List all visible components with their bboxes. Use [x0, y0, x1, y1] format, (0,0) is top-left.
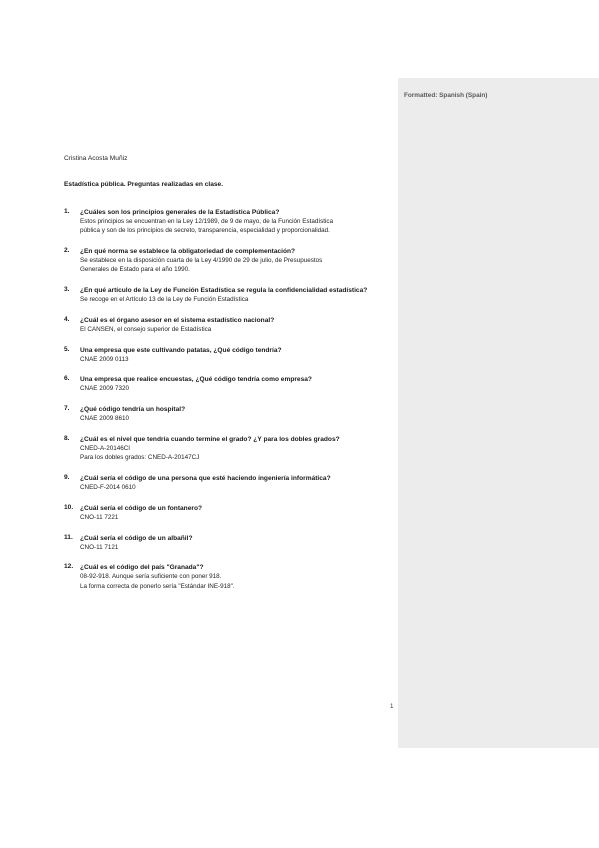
question-text: ¿Cuál es el código del país "Granada"?	[80, 564, 204, 572]
answer-line: CNAE 2009 7320	[80, 385, 130, 393]
question-item	[64, 405, 394, 423]
question-item	[64, 563, 394, 590]
answer-line: pública y son de los principios de secreto, transparencia, especialidad y proporcionalidad.	[80, 227, 330, 235]
answer-line: CNED-A-20146CI	[80, 444, 131, 452]
question-text: Una empresa que realice encuestas, ¿Qué código tendría como empresa?	[80, 376, 312, 384]
question-item	[64, 435, 394, 462]
question-number: 1.	[64, 208, 70, 215]
answer-line: Generales de Estado para el año 1990.	[80, 266, 190, 274]
question-text: Una empresa que este cultivando patatas, ¿Qué código tendría?	[80, 346, 282, 354]
question-number: 11.	[64, 533, 73, 541]
answer-line: Se establece en la disposición cuarta de la Ley 4/1990 de 29 de julio, de Presupuestos	[80, 257, 323, 264]
question-number: 5.	[64, 345, 70, 353]
comment-pane-header: Formatted: Spanish (Spain)	[404, 92, 488, 99]
answer-line: Se recoge en el Artículo 13 de la Ley de Función Estadística	[80, 296, 249, 303]
answer-line: La forma correcta de ponerlo sería "Estándar INE-918".	[80, 582, 235, 590]
answer-line: Para los dobles grados: CNED-A-20147CJ	[80, 454, 200, 462]
question-text: ¿En qué artículo de la Ley de Función Estadística se regula la confidencialidad estadística?	[80, 287, 368, 294]
comment-pane	[398, 78, 599, 748]
question-text: ¿Cuáles son los principios generales de la Estadística Pública?	[80, 209, 280, 216]
question-item	[64, 504, 394, 522]
question-text: ¿En qué norma se establece la obligatoriedad de complementación?	[80, 248, 296, 255]
question-item	[64, 208, 394, 235]
question-number: 4.	[64, 315, 70, 323]
question-number: 8.	[64, 434, 70, 442]
question-text: ¿Cuál es el órgano asesor en el sistema estadístico nacional?	[80, 316, 275, 324]
answer-line: CNO-11 7121	[80, 543, 119, 551]
question-text: ¿Cuál es el nivel que tendría cuando termine el grado? ¿Y para los dobles grados?	[80, 435, 340, 443]
author-name: Cristina Acosta Muñiz	[64, 155, 128, 162]
question-item	[64, 346, 394, 364]
question-item	[64, 286, 394, 304]
question-text: ¿Cuál sería el código de una persona que esté haciendo ingeniería informática?	[80, 474, 331, 482]
question-item	[64, 247, 394, 274]
question-text: ¿Cuál sería el código de un albañil?	[80, 534, 193, 542]
answer-line: CNAE 2009 8610	[80, 415, 130, 423]
question-text: ¿Cuál sería el código de un fontanero?	[80, 504, 202, 512]
question-item	[64, 375, 394, 393]
answer-line: El CANSEN, el consejo superior de Estadística	[80, 325, 212, 333]
question-number: 12.	[64, 563, 74, 571]
answer-line: Estos principios se encuentran en la Ley 12/1989, de 9 de mayo, de la Función Estadística	[80, 218, 334, 225]
answer-line: CNO-11 7221	[80, 513, 119, 521]
question-list	[64, 208, 394, 602]
question-number: 2.	[64, 247, 70, 254]
question-number: 7.	[64, 405, 70, 413]
question-number: 10.	[64, 503, 74, 511]
question-number: 9.	[64, 473, 70, 481]
question-item	[64, 534, 394, 552]
question-number: 6.	[64, 375, 70, 383]
answer-line: CNAE 2009 0113	[80, 355, 129, 363]
question-item	[64, 316, 394, 334]
question-text: ¿Qué código tendría un hospital?	[80, 406, 186, 414]
document-title: Estadística pública. Preguntas realizadas en clase.	[64, 181, 224, 188]
answer-line: CNED-F-2014 0610	[80, 483, 136, 491]
question-number: 3.	[64, 286, 70, 293]
question-item	[64, 474, 394, 492]
page-number: 1	[390, 703, 394, 710]
answer-line: 08-92-918. Aunque sería suficiente con poner 918.	[80, 573, 222, 581]
